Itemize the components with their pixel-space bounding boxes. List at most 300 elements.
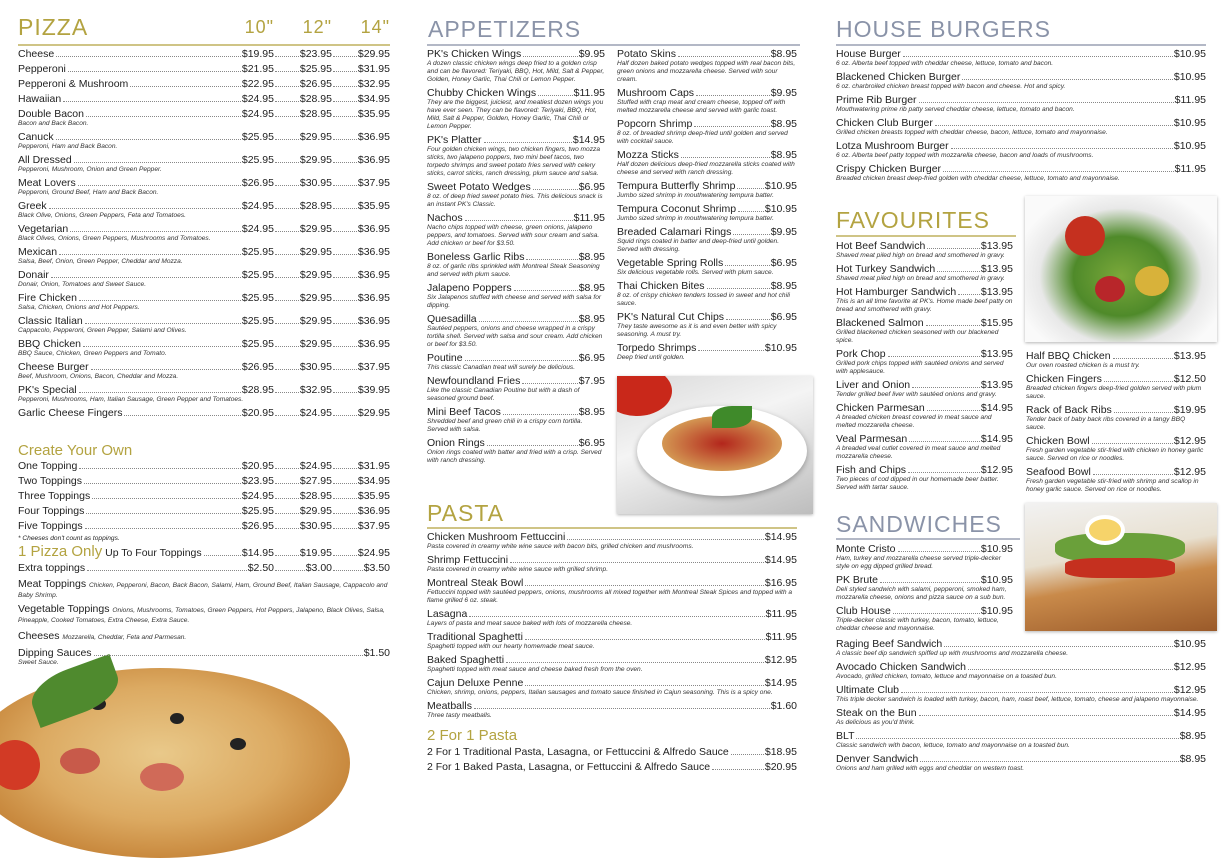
item-name: Double Bacon bbox=[18, 108, 84, 120]
leader-dots bbox=[465, 360, 578, 361]
create-your-own-section bbox=[18, 434, 390, 542]
price-14: $36.95 bbox=[357, 223, 390, 235]
leader-dots bbox=[733, 234, 769, 235]
vegetable-toppings-list: Onions, Mushrooms, Tomatoes, Green Peppers, Hot Peppers, Jalapeno, Black Olives, Salsa, Pineapple, Cooked Tomatoes, Extra Cheese, Extra Sauce. bbox=[18, 607, 385, 624]
item-price: $8.95 bbox=[578, 282, 605, 294]
menu-item bbox=[18, 505, 390, 517]
price-12: $29.95 bbox=[299, 223, 332, 235]
item-price: $11.95 bbox=[765, 608, 797, 620]
price-14: $32.95 bbox=[357, 78, 390, 90]
price-12: $32.95 bbox=[299, 384, 332, 396]
leader-dots bbox=[1092, 443, 1173, 444]
item-name: PK's Platter bbox=[427, 134, 482, 146]
price-14: $37.95 bbox=[357, 177, 390, 189]
price-12: $29.95 bbox=[299, 246, 332, 258]
item-name: Sweet Potato Wedges bbox=[427, 181, 531, 193]
menu-item bbox=[18, 63, 390, 75]
item-description: Fresh garden vegetable stir-fried with shrimp and scallop in honey garlic sauce. Served on rice or noodles. bbox=[1026, 478, 1199, 493]
item-name: 2 For 1 Traditional Pasta, Lasagna, or Fettuccini & Alfredo Sauce bbox=[427, 746, 729, 758]
leader-dots bbox=[85, 528, 241, 529]
leader-dots bbox=[510, 562, 764, 563]
item-price: $11.95 bbox=[573, 87, 605, 99]
leader-dots bbox=[968, 669, 1173, 670]
price-10: $28.95 bbox=[241, 384, 274, 396]
item-price: $20.95 bbox=[764, 761, 797, 773]
item-price: $10.95 bbox=[1173, 638, 1206, 650]
price-12: $29.95 bbox=[299, 292, 332, 304]
price-12: $28.95 bbox=[299, 200, 332, 212]
price-12: $29.95 bbox=[299, 338, 332, 350]
menu-item bbox=[617, 342, 797, 362]
item-description: Pepperoni, Ground Beef, Ham and Back Bacon. bbox=[18, 189, 159, 196]
pasta-list bbox=[427, 531, 797, 723]
leader-dots bbox=[726, 319, 770, 320]
leader-dots bbox=[856, 738, 1178, 739]
item-name: Fish and Chips bbox=[836, 464, 907, 476]
item-name: Onion Rings bbox=[427, 437, 485, 449]
price-14: $3.50 bbox=[363, 562, 390, 574]
menu-item bbox=[427, 531, 797, 551]
item-description: Salsa, Chicken, Onions and Hot Peppers. bbox=[18, 304, 140, 311]
menu-item bbox=[617, 118, 797, 146]
menu-item bbox=[427, 251, 605, 279]
item-description: Salsa, Beef, Onion, Green Pepper, Cheddar and Mozza. bbox=[18, 258, 183, 265]
price-14: $29.95 bbox=[357, 48, 390, 60]
item-name: Thai Chicken Bites bbox=[617, 280, 705, 292]
item-description: This classic Canadian treat will surely be delicious. bbox=[427, 364, 576, 371]
item-name: Chicken Club Burger bbox=[836, 117, 933, 129]
item-price: $18.95 bbox=[764, 746, 797, 758]
item-price: $7.95 bbox=[578, 375, 605, 387]
item-name: Baked Spaghetti bbox=[427, 654, 505, 666]
item-description: BBQ Sauce, Chicken, Green Peppers and Tomato. bbox=[18, 350, 167, 357]
menu-item bbox=[427, 181, 605, 209]
leader-dots bbox=[901, 692, 1173, 693]
item-name: Chicken Mushroom Fettuccini bbox=[427, 531, 566, 543]
menu-item bbox=[617, 280, 797, 308]
leader-dots bbox=[465, 220, 573, 221]
item-name: Cheese bbox=[18, 48, 55, 60]
item-price: $11.95 bbox=[573, 212, 605, 224]
leader-dots bbox=[880, 582, 980, 583]
leader-dots bbox=[487, 445, 578, 446]
leader-dots bbox=[935, 125, 1173, 126]
price-10: $24.95 bbox=[241, 93, 274, 105]
menu-item bbox=[836, 71, 1206, 91]
price-14: $36.95 bbox=[357, 505, 390, 517]
leader-dots bbox=[694, 126, 769, 127]
menu-item bbox=[18, 407, 390, 419]
item-name: Monte Cristo bbox=[836, 543, 896, 555]
item-description: Fresh garden vegetable stir-fried with chicken in honey garlic sauce. Served on rice or noodles. bbox=[1026, 447, 1204, 462]
leader-dots bbox=[944, 646, 1173, 647]
item-price: $10.95 bbox=[1173, 140, 1206, 152]
item-name: Hot Turkey Sandwich bbox=[836, 263, 936, 275]
leader-dots bbox=[919, 715, 1173, 716]
menu-item bbox=[836, 638, 1206, 658]
leader-dots bbox=[698, 350, 764, 351]
leader-dots bbox=[681, 157, 770, 158]
item-description: Mouthwatering prime rib patty served cheddar cheese, lettuce, tomato and bacon. bbox=[836, 106, 1075, 113]
price-14: $37.95 bbox=[357, 520, 390, 532]
menu-item bbox=[18, 338, 390, 358]
price-12: $3.00 bbox=[305, 562, 332, 574]
menu-item bbox=[1026, 466, 1206, 494]
price-10: $26.95 bbox=[241, 177, 274, 189]
item-price: $8.95 bbox=[770, 48, 797, 60]
dipping-sauces-row bbox=[18, 647, 390, 659]
menu-item bbox=[427, 700, 797, 720]
item-name: Canuck bbox=[18, 131, 54, 143]
size-14: 14" bbox=[360, 17, 390, 37]
item-description: Spaghetti topped with our hearty homemade meat sauce. bbox=[427, 643, 595, 650]
item-name: Raging Beef Sandwich bbox=[836, 638, 943, 650]
menu-item bbox=[836, 286, 1013, 314]
item-price: $12.95 bbox=[980, 464, 1013, 476]
item-description: Tender grilled beef liver with sautéed onions and gravy. bbox=[836, 391, 997, 398]
menu-item bbox=[836, 730, 1206, 750]
pizza-list bbox=[18, 48, 390, 422]
meat-toppings-label: Meat Toppings bbox=[18, 578, 87, 590]
leader-dots bbox=[893, 613, 980, 614]
item-name: Chicken Parmesan bbox=[836, 402, 925, 414]
leader-dots bbox=[1093, 474, 1173, 475]
item-description: A breaded veal cutlet covered in meat sauce and melted mozzarella cheese. bbox=[836, 445, 1001, 460]
price-14: $31.95 bbox=[357, 460, 390, 472]
item-name: Half BBQ Chicken bbox=[1026, 350, 1111, 362]
menu-item bbox=[427, 48, 605, 84]
item-name: Poutine bbox=[427, 352, 463, 364]
item-price: $19.95 bbox=[1173, 404, 1206, 416]
toppings-note: * Cheeses don't count as toppings. bbox=[18, 535, 120, 542]
leader-dots bbox=[737, 188, 763, 189]
leader-dots bbox=[92, 498, 241, 499]
price-10: $24.95 bbox=[241, 108, 274, 120]
appetizers-divider bbox=[427, 44, 800, 46]
price-10: $25.95 bbox=[241, 246, 274, 258]
price-12: $23.95 bbox=[299, 48, 332, 60]
item-price: $8.95 bbox=[578, 251, 605, 263]
item-name: Blackened Chicken Burger bbox=[836, 71, 961, 83]
item-price: $13.95 bbox=[980, 263, 1013, 275]
menu-item bbox=[427, 577, 797, 605]
price-10: $24.95 bbox=[241, 490, 274, 502]
menu-item bbox=[427, 761, 797, 773]
item-price: $12.95 bbox=[1173, 435, 1206, 447]
pizza-divider bbox=[18, 44, 390, 46]
item-description: Avocado, grilled chicken, tomato, lettuce and mayonnaise on a toasted bun. bbox=[836, 673, 1057, 680]
item-name: PK's Chicken Wings bbox=[427, 48, 522, 60]
leader-dots bbox=[51, 277, 241, 278]
item-price: $12.50 bbox=[1173, 373, 1206, 385]
menu-item bbox=[18, 475, 390, 487]
leader-dots bbox=[83, 346, 241, 347]
menu-item bbox=[836, 661, 1206, 681]
item-description: Bacon and Back Bacon. bbox=[18, 120, 89, 127]
item-price: $10.95 bbox=[1173, 117, 1206, 129]
item-price: $14.95 bbox=[572, 134, 605, 146]
item-name: Hot Beef Sandwich bbox=[836, 240, 926, 252]
item-description: Grilled blackened chicken seasoned with our blackened spice. bbox=[836, 329, 999, 344]
item-price: $13.95 bbox=[980, 286, 1013, 298]
leader-dots bbox=[926, 325, 980, 326]
item-name: Meatballs bbox=[427, 700, 472, 712]
price-10: $20.95 bbox=[241, 460, 274, 472]
price-12: $29.95 bbox=[299, 269, 332, 281]
leader-dots bbox=[78, 185, 241, 186]
item-price: $14.95 bbox=[764, 554, 797, 566]
leader-dots bbox=[927, 248, 980, 249]
price-10: $25.95 bbox=[241, 315, 274, 327]
menu-item bbox=[1026, 404, 1206, 432]
two-for-one-title: 2 For 1 Pasta bbox=[427, 727, 518, 744]
item-description: They are the biggest, juiciest, and meatiest dozen wings you have ever seen. They can be flavored: Teriyaki, BBQ, Hot, Mild, Salt & Pepper, Golden, Honey Garlic, Thai Chili or Lemon Pepper. bbox=[427, 99, 604, 130]
item-name: Veal Parmesan bbox=[836, 433, 908, 445]
item-price: $8.95 bbox=[1179, 753, 1206, 765]
favourites-list-left bbox=[836, 240, 1013, 495]
salad-photo bbox=[1025, 196, 1217, 342]
item-price: $10.95 bbox=[980, 605, 1013, 617]
price-14: $36.95 bbox=[357, 292, 390, 304]
menu-item bbox=[617, 311, 797, 339]
item-description: Grilled pork chips topped with sautéed onions and served with applesauce. bbox=[836, 360, 1004, 375]
item-description: Six Jalapenos stuffed with cheese and served with salsa for dipping. bbox=[427, 294, 602, 309]
item-description: Squid rings coated in batter and deep-fried until golden. Served with dressing. bbox=[617, 238, 780, 253]
item-price: $10.95 bbox=[980, 574, 1013, 586]
item-price: $8.95 bbox=[770, 149, 797, 161]
price-14: $34.95 bbox=[357, 93, 390, 105]
leader-dots bbox=[943, 171, 1174, 172]
item-name: Quesadilla bbox=[427, 313, 477, 325]
price-12: $29.95 bbox=[299, 154, 332, 166]
item-name: Crispy Chicken Burger bbox=[836, 163, 942, 175]
item-name: One Topping bbox=[18, 460, 78, 472]
price-12: $28.95 bbox=[299, 93, 332, 105]
leader-dots bbox=[86, 116, 241, 117]
leader-dots bbox=[68, 71, 241, 72]
one-pizza-name: Up To Four Toppings bbox=[105, 547, 202, 559]
one-pizza-title: 1 Pizza Only bbox=[18, 543, 103, 560]
item-price: $13.95 bbox=[980, 240, 1013, 252]
menu-item bbox=[617, 87, 797, 115]
item-price: $10.95 bbox=[1173, 71, 1206, 83]
item-price: $14.95 bbox=[764, 531, 797, 543]
item-description: As delicious as you'd think. bbox=[836, 719, 915, 726]
leader-dots bbox=[927, 410, 980, 411]
price-14: $36.95 bbox=[357, 246, 390, 258]
leader-dots bbox=[514, 290, 578, 291]
item-description: Black Olive, Onions, Green Peppers, Feta and Tomatoes. bbox=[18, 212, 186, 219]
menu-item bbox=[427, 87, 605, 131]
dipping-sauces-desc: Sweet Sauce. bbox=[18, 659, 59, 666]
item-description: This triple decker sandwich is loaded with turkey, bacon, ham, roast beef, lettuce, tomato, cheese and jalapeno mayonnaise. bbox=[836, 696, 1199, 703]
menu-item bbox=[836, 140, 1206, 160]
leader-dots bbox=[84, 483, 241, 484]
menu-item bbox=[836, 684, 1206, 704]
leader-dots bbox=[525, 585, 764, 586]
menu-item bbox=[18, 200, 390, 220]
leader-dots bbox=[49, 208, 241, 209]
price-12: $30.95 bbox=[299, 520, 332, 532]
price-10: $26.95 bbox=[241, 361, 274, 373]
item-price: $9.95 bbox=[770, 87, 797, 99]
menu-item bbox=[427, 631, 797, 651]
item-name: BLT bbox=[836, 730, 855, 742]
menu-item bbox=[836, 574, 1013, 602]
leader-dots bbox=[738, 211, 764, 212]
item-name: Rack of Back Ribs bbox=[1026, 404, 1112, 416]
item-price: $8.95 bbox=[1179, 730, 1206, 742]
leader-dots bbox=[70, 231, 241, 232]
menu-item bbox=[427, 406, 605, 434]
item-description: Sautéed peppers, onions and cheese wrapped in a crispy tortilla shell. Served with salsa and sour cream. Add chicken or beef for $3.50. bbox=[427, 325, 603, 348]
item-name: Montreal Steak Bowl bbox=[427, 577, 524, 589]
item-price: $14.95 bbox=[980, 433, 1013, 445]
leader-dots bbox=[958, 294, 980, 295]
menu-item bbox=[427, 608, 797, 628]
menu-item bbox=[836, 317, 1013, 345]
menu-item bbox=[836, 163, 1206, 183]
item-description: Pepperoni, Ham and Back Bacon. bbox=[18, 143, 118, 150]
item-description: They taste awesome as it is and even better with spicy seasoning. A must try. bbox=[617, 323, 777, 338]
size-12: 12" bbox=[302, 17, 332, 37]
sandwiches-divider bbox=[836, 538, 1020, 540]
leader-dots bbox=[696, 95, 770, 96]
item-name: Three Toppings bbox=[18, 490, 91, 502]
pizza-section bbox=[18, 14, 390, 40]
item-price: $6.95 bbox=[770, 257, 797, 269]
menu-item bbox=[1026, 435, 1206, 463]
item-name: Breaded Calamari Rings bbox=[617, 226, 732, 238]
leader-dots bbox=[951, 148, 1173, 149]
item-name: Five Toppings bbox=[18, 520, 83, 532]
item-price: $9.95 bbox=[578, 48, 605, 60]
item-name: Denver Sandwich bbox=[836, 753, 919, 765]
item-price: $8.95 bbox=[770, 280, 797, 292]
menu-item bbox=[1026, 350, 1206, 370]
menu-item bbox=[427, 352, 605, 372]
item-price: $10.95 bbox=[764, 342, 797, 354]
price-10: $24.95 bbox=[241, 200, 274, 212]
leader-dots bbox=[908, 472, 980, 473]
item-price: $10.95 bbox=[764, 180, 797, 192]
menu-item bbox=[427, 134, 605, 178]
item-name: Tempura Coconut Shrimp bbox=[617, 203, 737, 215]
dipping-sauces-label: Dipping Sauces bbox=[18, 647, 92, 659]
item-name: BBQ Chicken bbox=[18, 338, 82, 350]
price-14: $36.95 bbox=[357, 315, 390, 327]
price-10: $25.95 bbox=[241, 505, 274, 517]
leader-dots bbox=[74, 162, 241, 163]
vegetable-toppings bbox=[18, 605, 390, 625]
menu-item bbox=[18, 384, 390, 404]
appetizers-list-left bbox=[427, 48, 605, 468]
meat-toppings bbox=[18, 580, 390, 600]
meat-toppings-list: Chicken, Pepperoni, Bacon, Back Bacon, Salami, Ham, Ground Beef, Italian Sausage, Cappacolo and Baby Shrimp. bbox=[18, 582, 388, 599]
price-14: $35.95 bbox=[357, 490, 390, 502]
price-14: $36.95 bbox=[357, 269, 390, 281]
item-description: A dozen classic chicken wings deep fried to a golden crisp and can be flavored: Teriyaki, BBQ, Hot, Mild, Salt & Pepper, Golden, Honey Garlic, Thai Chili or Lemon Pepper. bbox=[427, 60, 605, 83]
item-description: Deli styled sandwich with salami, pepperoni, smoked ham, mozzarella cheese, onions and pizza sauce on a sub bun. bbox=[836, 586, 1007, 601]
price-14: $36.95 bbox=[357, 154, 390, 166]
leader-dots bbox=[474, 708, 770, 709]
menu-item bbox=[427, 375, 605, 403]
pasta-divider bbox=[427, 527, 797, 529]
price-12: $28.95 bbox=[299, 490, 332, 502]
item-description: 6 oz. Alberta beef topped with cheddar cheese, lettuce, tomato and bacon. bbox=[836, 60, 1054, 67]
price-12: $27.95 bbox=[299, 475, 332, 487]
price-14: $36.95 bbox=[357, 338, 390, 350]
item-description: Breaded chicken fingers deep-fried golden served with plum sauce. bbox=[1026, 385, 1202, 400]
menu-item bbox=[18, 78, 390, 90]
item-price: $8.95 bbox=[578, 313, 605, 325]
leader-dots bbox=[79, 392, 241, 393]
menu-item bbox=[427, 282, 605, 310]
menu-item bbox=[617, 180, 797, 200]
pasta-title: PASTA bbox=[427, 500, 504, 526]
burgers-list bbox=[836, 48, 1206, 186]
leader-dots bbox=[86, 513, 241, 514]
price-10: $19.95 bbox=[241, 48, 274, 60]
item-description: Stuffed with crap meat and cream cheese, topped off with melted mozzarella cheese and served with garlic toast. bbox=[617, 99, 786, 114]
item-description: Beef, Mushroom, Onions, Bacon, Cheddar and Mozza. bbox=[18, 373, 179, 380]
favourites-list-right bbox=[1026, 350, 1206, 497]
leader-dots bbox=[567, 539, 764, 540]
price-10: $25.95 bbox=[241, 338, 274, 350]
item-description: Donair, Onion, Tomatoes and Sweet Sauce. bbox=[18, 281, 147, 288]
appetizers-list-right bbox=[617, 48, 797, 365]
item-name: Classic Italian bbox=[18, 315, 83, 327]
item-name: Chicken Fingers bbox=[1026, 373, 1102, 385]
menu-item bbox=[427, 654, 797, 674]
menu-item bbox=[18, 490, 390, 502]
price-12: $29.95 bbox=[299, 315, 332, 327]
item-name: Newfoundland Fries bbox=[427, 375, 521, 387]
item-price: $14.95 bbox=[980, 402, 1013, 414]
menu-item bbox=[617, 226, 797, 254]
item-name: Lasagna bbox=[427, 608, 468, 620]
price-12: $26.95 bbox=[299, 78, 332, 90]
menu-item bbox=[617, 203, 797, 223]
item-name: Mexican bbox=[18, 246, 58, 258]
item-price: $11.95 bbox=[1174, 163, 1206, 175]
item-name: Liver and Onion bbox=[836, 379, 911, 391]
item-name: Ultimate Club bbox=[836, 684, 900, 696]
price-10: $2.50 bbox=[247, 562, 274, 574]
item-price: $12.95 bbox=[764, 654, 797, 666]
pizza-title: PIZZA bbox=[18, 14, 89, 40]
price-12: $30.95 bbox=[299, 177, 332, 189]
item-description: Like the classic Canadian Poutine but with a dash of seasoned ground beef. bbox=[427, 387, 580, 402]
item-description: Breaded chicken breast deep-fried golden with cheddar cheese, lettuce, tomato and mayonnaise. bbox=[836, 175, 1120, 182]
item-price: $10.95 bbox=[980, 543, 1013, 555]
item-name: Jalapeno Poppers bbox=[427, 282, 512, 294]
leader-dots bbox=[1113, 358, 1173, 359]
item-name: House Burger bbox=[836, 48, 901, 60]
price-10: $25.95 bbox=[241, 292, 274, 304]
item-description: Deep fried until golden. bbox=[617, 354, 685, 361]
item-price: $10.95 bbox=[764, 203, 797, 215]
item-description: Triple-decker classic with turkey, bacon, tomato, lettuce, cheddar cheese and mayonnaise. bbox=[836, 617, 999, 632]
leader-dots bbox=[484, 142, 572, 143]
item-name: Greek bbox=[18, 200, 47, 212]
item-name: Tempura Butterfly Shrimp bbox=[617, 180, 736, 192]
item-name: Mini Beef Tacos bbox=[427, 406, 501, 418]
leader-dots bbox=[85, 323, 241, 324]
sandwiches-title: SANDWICHES bbox=[836, 511, 1002, 537]
item-price: $15.95 bbox=[980, 317, 1013, 329]
menu-item bbox=[18, 177, 390, 197]
